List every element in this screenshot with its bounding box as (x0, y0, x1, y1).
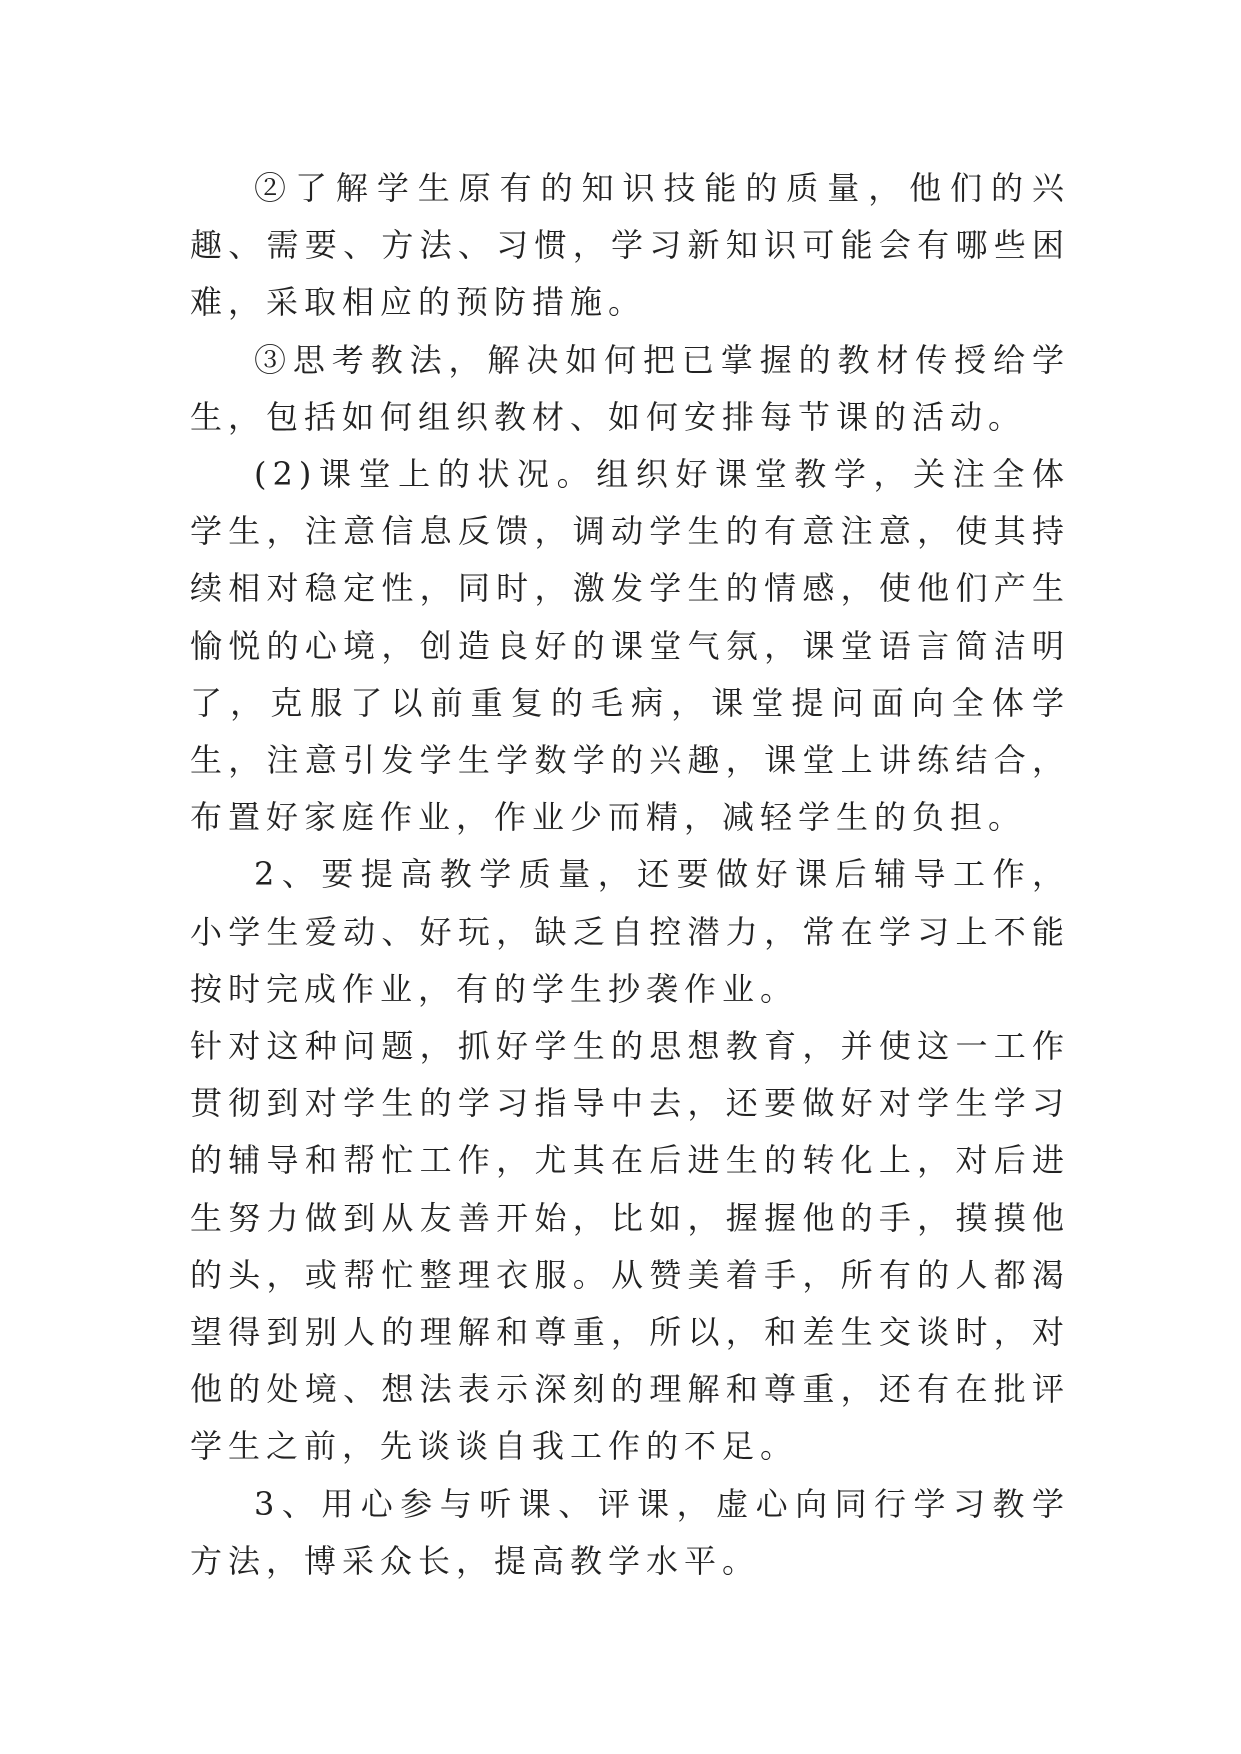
paragraph-4: 2、要提高教学质量，还要做好课后辅导工作，小学生爱动、好玩，缺乏自控潜力，常在学习上不能按时完成作业，有的学生抄袭作业。 (190, 855, 1070, 1008)
paragraph-3: (2)课堂上的状况。组织好课堂教学，关注全体学生，注意信息反馈，调动学生的有意注意，使其持续相对稳定性，同时，激发学生的情感，使他们产生愉悦的心境，创造良好的课堂气氛，课堂语言简洁明了，克服了以前重复的毛病，课堂提问面向全体学生，注意引发学生学数学的兴趣，课堂上讲练结合，布置好家庭作业，作业少而精，减轻学生的负担。 (190, 455, 1070, 837)
document-body (190, 160, 1070, 1590)
paragraph-2: ③思考教法，解决如何把已掌握的教材传授给学生，包括如何组织教材、如何安排每节课的活动。 (190, 340, 1070, 436)
paragraph-6: 3、用心参与听课、评课，虚心向同行学习教学方法，博采众长，提高教学水平。 (190, 1484, 1070, 1580)
paragraph-5: 针对这种问题，抓好学生的思想教育，并使这一工作贯彻到对学生的学习指导中去，还要做好对学生学习的辅导和帮忙工作，尤其在后进生的转化上，对后进生努力做到从友善开始，比如，握握他的手，摸摸他的头，或帮忙整理衣服。从赞美着手，所有的人都渴望得到别人的理解和尊重，所以，和差生交谈时，对他的处境、想法表示深刻的理解和尊重，还有在批评学生之前，先谈谈自我工作的不足。 (190, 1027, 1070, 1466)
paragraph-1: ②了解学生原有的知识技能的质量，他们的兴趣、需要、方法、习惯，学习新知识可能会有哪些困难，采取相应的预防措施。 (190, 169, 1070, 322)
